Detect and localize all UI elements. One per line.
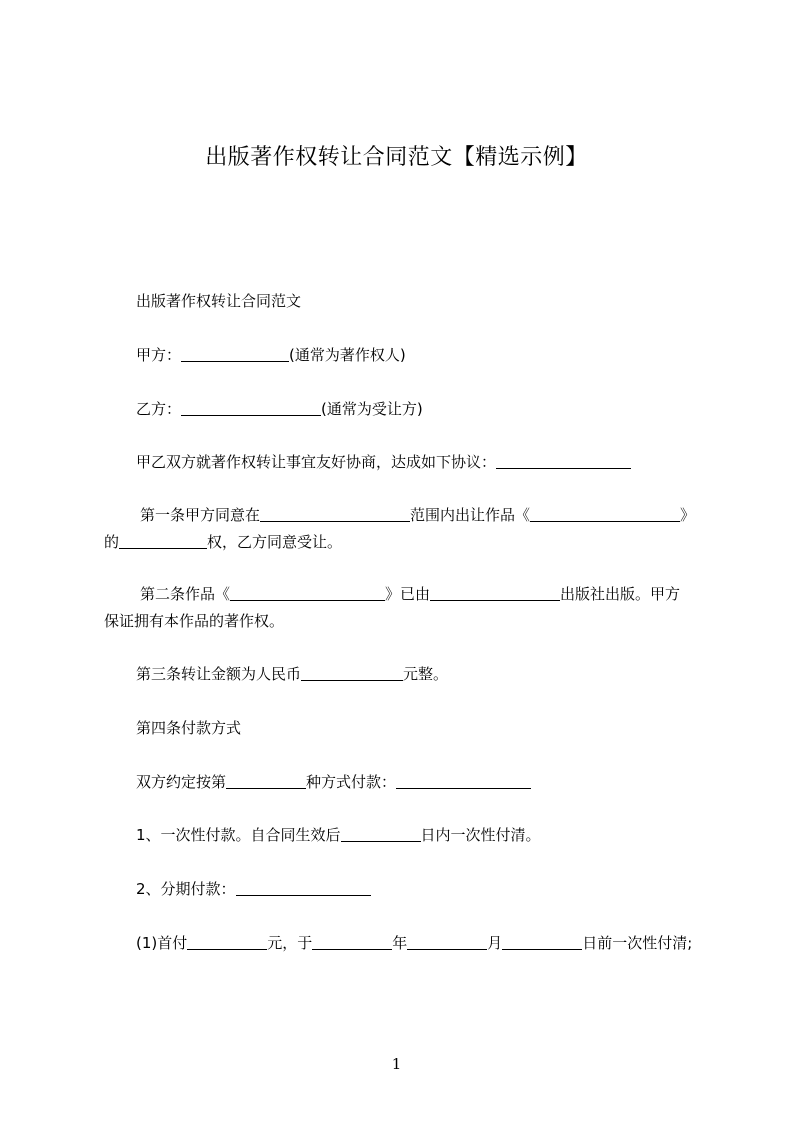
- payment-method-text-b: 种方式付款：: [306, 773, 397, 791]
- payment-option-2-blank[interactable]: [236, 880, 371, 896]
- article-2-line-2: 保证拥有本作品的著作权。: [104, 612, 285, 630]
- payment-option-2-line: [136, 879, 371, 899]
- article-2-line-1: [140, 584, 680, 604]
- article-3-text-a: 第三条转让金额为人民币: [136, 665, 302, 683]
- installment-1-amount-blank[interactable]: [187, 934, 267, 950]
- party-a-label: 甲方：: [136, 346, 182, 364]
- party-a-note: (通常为著作权人): [289, 346, 406, 364]
- article-1-text-b: 范围内出让作品《: [410, 506, 531, 524]
- article-2-text-b: 》已由: [385, 585, 431, 603]
- article-2-text-c: 出版社出版。甲方: [560, 585, 681, 603]
- article-2-text-a: 第二条作品《: [140, 585, 231, 603]
- contract-heading: 出版著作权转让合同范文: [136, 292, 302, 310]
- intro-blank[interactable]: [496, 453, 631, 469]
- party-b-blank[interactable]: [181, 400, 321, 416]
- payment-method-blank[interactable]: [396, 773, 531, 789]
- installment-1-month-blank[interactable]: [407, 934, 487, 950]
- party-a-blank[interactable]: [181, 346, 289, 362]
- payment-method-number-blank[interactable]: [226, 773, 306, 789]
- article-1-text-c: 》: [680, 506, 696, 524]
- payment-method-text-a: 双方约定按第: [136, 773, 227, 791]
- party-a-line: [136, 345, 406, 365]
- payment-option-1-line: [136, 825, 541, 845]
- installment-1-line: [136, 933, 692, 953]
- article-2-publisher-blank[interactable]: [430, 585, 560, 601]
- installment-1-text-c: 年: [392, 934, 408, 952]
- installment-1-text-a: (1)首付: [136, 934, 188, 952]
- party-b-label: 乙方：: [136, 400, 182, 418]
- payment-option-2-text: 2、分期付款：: [136, 880, 236, 898]
- article-3-amount-blank[interactable]: [301, 665, 403, 681]
- article-2-work-blank[interactable]: [230, 585, 385, 601]
- article-1-line-1: [140, 505, 695, 525]
- payment-option-1-text-b: 日内一次性付清。: [420, 826, 541, 844]
- article-3-text-b: 元整。: [403, 665, 449, 683]
- article-1-work-blank[interactable]: [530, 506, 680, 522]
- article-1-scope-blank[interactable]: [260, 506, 410, 522]
- party-b-line: [136, 399, 423, 419]
- article-1-line-2: [104, 532, 342, 552]
- installment-1-text-d: 月: [487, 934, 503, 952]
- intro-line: [136, 452, 631, 472]
- installment-1-year-blank[interactable]: [312, 934, 392, 950]
- article-1-text-e: 权，乙方同意受让。: [207, 533, 343, 551]
- payment-option-1-days-blank[interactable]: [341, 826, 421, 842]
- installment-1-text-b: 元，于: [267, 934, 313, 952]
- document-title: 出版著作权转让合同范文【精选示例】: [205, 145, 588, 170]
- article-1-text-a: 第一条甲方同意在: [140, 506, 261, 524]
- intro-text: 甲乙双方就著作权转让事宜友好协商，达成如下协议：: [136, 453, 497, 471]
- article-1-text-d: 的: [104, 533, 120, 551]
- article-4-heading: 第四条付款方式: [136, 719, 242, 737]
- installment-1-day-blank[interactable]: [502, 934, 582, 950]
- page-number: 1: [391, 1055, 402, 1073]
- article-3-line: [136, 664, 448, 684]
- article-1-right-blank[interactable]: [119, 533, 207, 549]
- payment-method-line: [136, 772, 531, 792]
- installment-1-text-e: 日前一次性付清;: [582, 934, 693, 952]
- party-b-note: (通常为受让方): [321, 400, 423, 418]
- payment-option-1-text-a: 1、一次性付款。自合同生效后: [136, 826, 341, 844]
